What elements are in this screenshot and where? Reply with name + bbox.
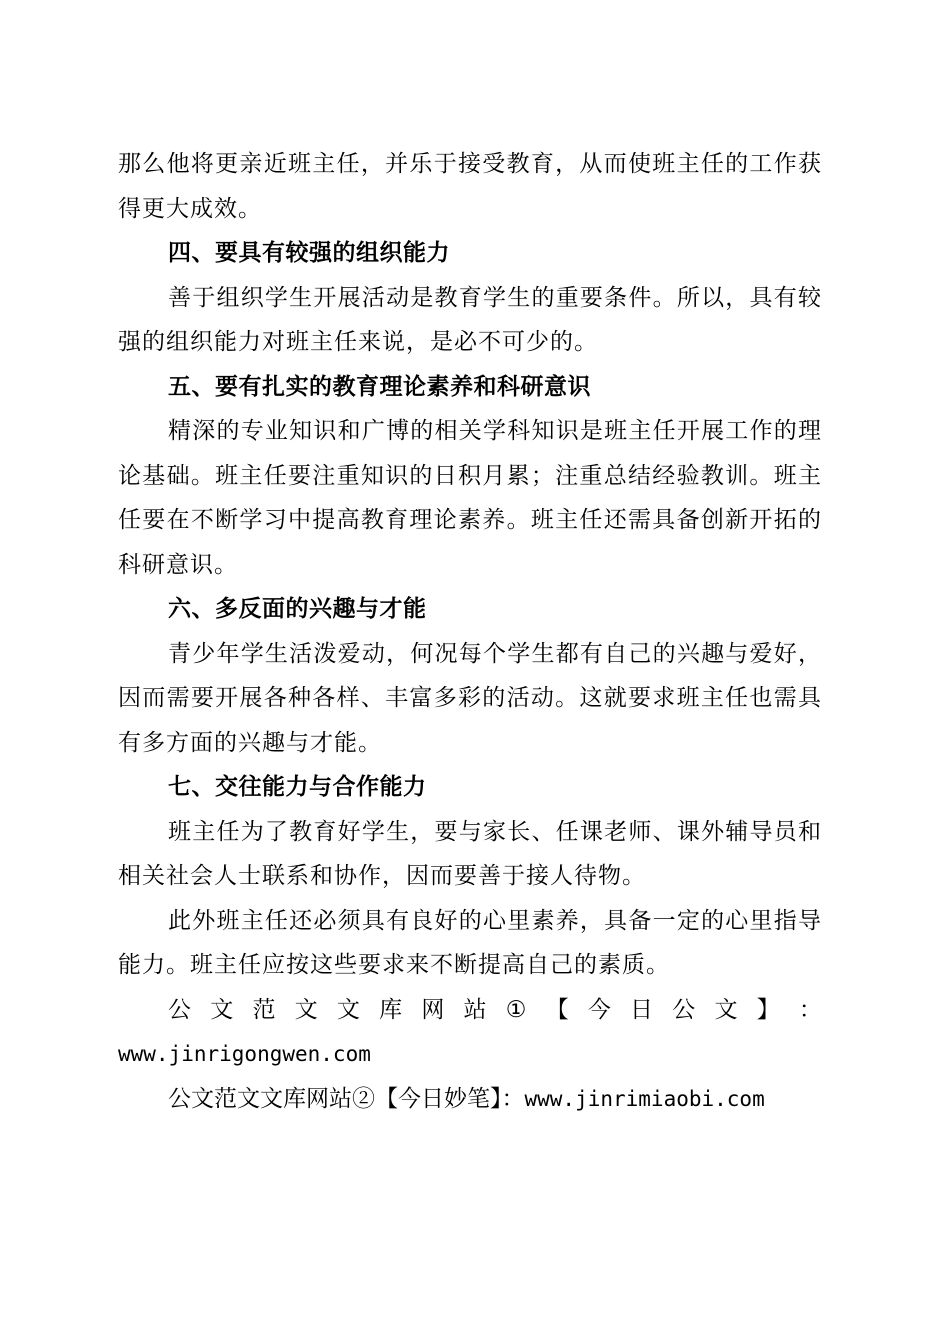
footer-site-1-char: 公 — [672, 996, 696, 1023]
section-heading-4: 四、要具有较强的组织能力 — [168, 240, 450, 266]
footer-site-1-char: 】 — [756, 996, 780, 1023]
footer-site-1-char: 文 — [714, 996, 738, 1023]
footer-site-1-char: 日 — [630, 996, 654, 1023]
section-5-paragraph: 精深的专业知识和广博的相关学科知识是班主任开展工作的理论基础。班主任要注重知识的日积月累；注重总结经验教训。班主任要在不断学习中提高教育理论素养。班主任还需具备创新开拓的科研意识。 — [118, 418, 822, 578]
section-6-paragraph: 青少年学生活泼爱动，何况每个学生都有自己的兴趣与爱好，因而需要开展各种各样、丰富多彩的活动。这就要求班主任也需具有多方面的兴趣与才能。 — [118, 640, 822, 756]
footer-site-1-char: ： — [798, 996, 822, 1023]
section-7-paragraph-1: 班主任为了教育好学生，要与家长、任课老师、课外辅导员和相关社会人士联系和协作，因而要善于接人待物。 — [118, 818, 822, 889]
footer-site-1-char: 库 — [379, 996, 403, 1023]
footer-site-1-label — [118, 988, 822, 1033]
document-page — [118, 142, 822, 1121]
section-4-paragraph: 善于组织学生开展活动是教育学生的重要条件。所以，具有较强的组织能力对班主任来说，是必不可少的。 — [118, 284, 822, 355]
footer-site-1-char: 站 — [463, 996, 487, 1023]
section-7-paragraph-2: 此外班主任还必须具有良好的心里素养，具备一定的心里指导能力。班主任应按这些要求来不断提高自己的素质。 — [118, 907, 822, 978]
footer-site-1-char: 文 — [294, 996, 318, 1023]
footer-site-2-label: 公文范文文库网站②【今日妙笔】： — [168, 1085, 525, 1112]
footer-site-1-char: 今 — [587, 996, 611, 1023]
section-heading-7: 七、交往能力与合作能力 — [168, 774, 427, 800]
footer-site-1-char: 文 — [210, 996, 234, 1023]
footer-site-2-line — [118, 1077, 822, 1122]
section-heading-5: 五、要有扎实的教育理论素养和科研意识 — [168, 373, 591, 400]
footer-site-1-char: ① — [505, 996, 527, 1023]
footer-site-1-char: 文 — [336, 996, 360, 1023]
footer-site-1-char: 公 — [168, 996, 191, 1023]
footer-site-1-char: 网 — [421, 996, 445, 1023]
footer-site-1-char: 【 — [545, 996, 569, 1023]
footer-site-1-url[interactable]: www.jinrigongwen.com — [118, 1042, 371, 1066]
intro-paragraph: 那么他将更亲近班主任，并乐于接受教育，从而使班主任的工作获得更大成效。 — [118, 151, 822, 222]
footer-site-2-url[interactable]: www.jinrimiaobi.com — [524, 1086, 765, 1111]
footer-site-1-char: 范 — [252, 996, 276, 1023]
footer-site-1-url-line — [118, 1032, 822, 1077]
section-heading-6: 六、多反面的兴趣与才能 — [168, 596, 427, 622]
